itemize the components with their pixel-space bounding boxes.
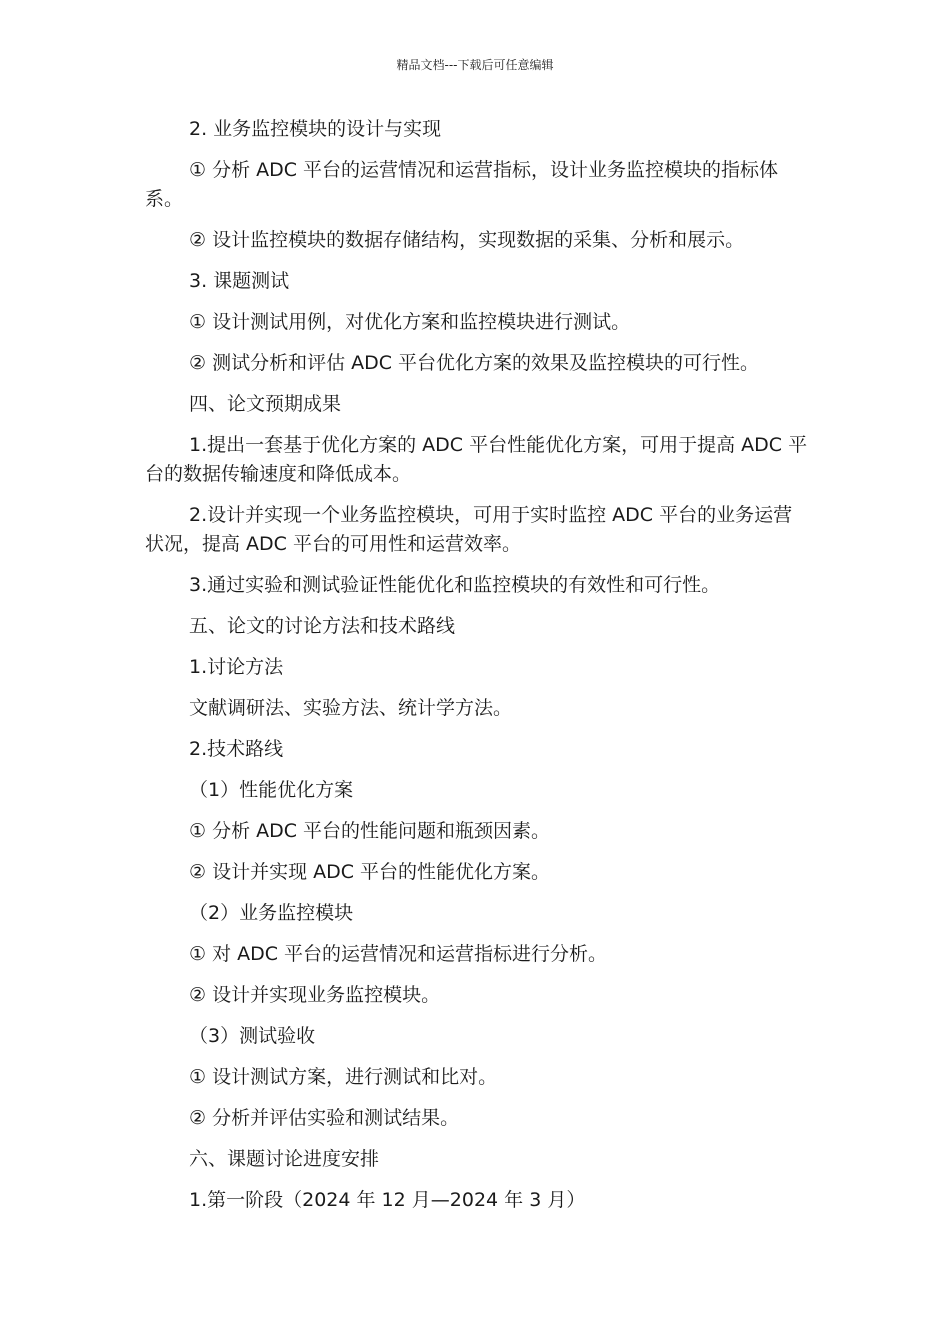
list-item: 1.提出一套基于优化方案的 ADC 平台性能优化方案，可用于提高 ADC 平台的数据传输速度和降低成本。	[145, 434, 808, 485]
chapter-heading: 五、论文的讨论方法和技术路线	[189, 615, 456, 637]
list-item: ① 分析 ADC 平台的性能问题和瓶颈因素。	[189, 820, 551, 842]
section-heading: 1.讨论方法	[189, 656, 284, 678]
list-item: ② 设计并实现业务监控模块。	[189, 984, 441, 1006]
list-item: 3.通过实验和测试验证性能优化和监控模块的有效性和可行性。	[189, 574, 721, 596]
list-item: ② 设计监控模块的数据存储结构，实现数据的采集、分析和展示。	[189, 229, 745, 251]
list-item: ① 分析 ADC 平台的运营情况和运营指标，设计业务监控模块的指标体系。	[145, 159, 779, 210]
list-item: ② 设计并实现 ADC 平台的性能优化方案。	[189, 861, 551, 883]
list-item: 2.设计并实现一个业务监控模块，可用于实时监控 ADC 平台的业务运营状况，提高 ADC 平台的可用性和运营效率。	[145, 504, 793, 555]
section-heading: 1.第一阶段（2024 年 12 月—2024 年 3 月）	[189, 1189, 586, 1211]
subsection-heading: （3）测试验收	[189, 1025, 316, 1047]
list-item: ② 分析并评估实验和测试结果。	[189, 1107, 460, 1129]
list-item: ① 设计测试用例，对优化方案和监控模块进行测试。	[189, 311, 631, 333]
section-heading: 3. 课题测试	[189, 270, 290, 292]
section-heading: 2. 业务监控模块的设计与实现	[189, 118, 442, 140]
document-body	[145, 115, 810, 1227]
body-text: 文献调研法、实验方法、统计学方法。	[189, 697, 513, 719]
list-item: ① 设计测试方案，进行测试和比对。	[189, 1066, 498, 1088]
page-header: 精品文档---下载后可任意编辑	[396, 58, 554, 72]
section-heading: 2.技术路线	[189, 738, 284, 760]
chapter-heading: 四、论文预期成果	[189, 393, 342, 415]
list-item: ① 对 ADC 平台的运营情况和运营指标进行分析。	[189, 943, 608, 965]
subsection-heading: （2）业务监控模块	[189, 902, 354, 924]
list-item: ② 测试分析和评估 ADC 平台优化方案的效果及监控模块的可行性。	[189, 352, 760, 374]
subsection-heading: （1）性能优化方案	[189, 779, 354, 801]
chapter-heading: 六、课题讨论进度安排	[189, 1148, 380, 1170]
